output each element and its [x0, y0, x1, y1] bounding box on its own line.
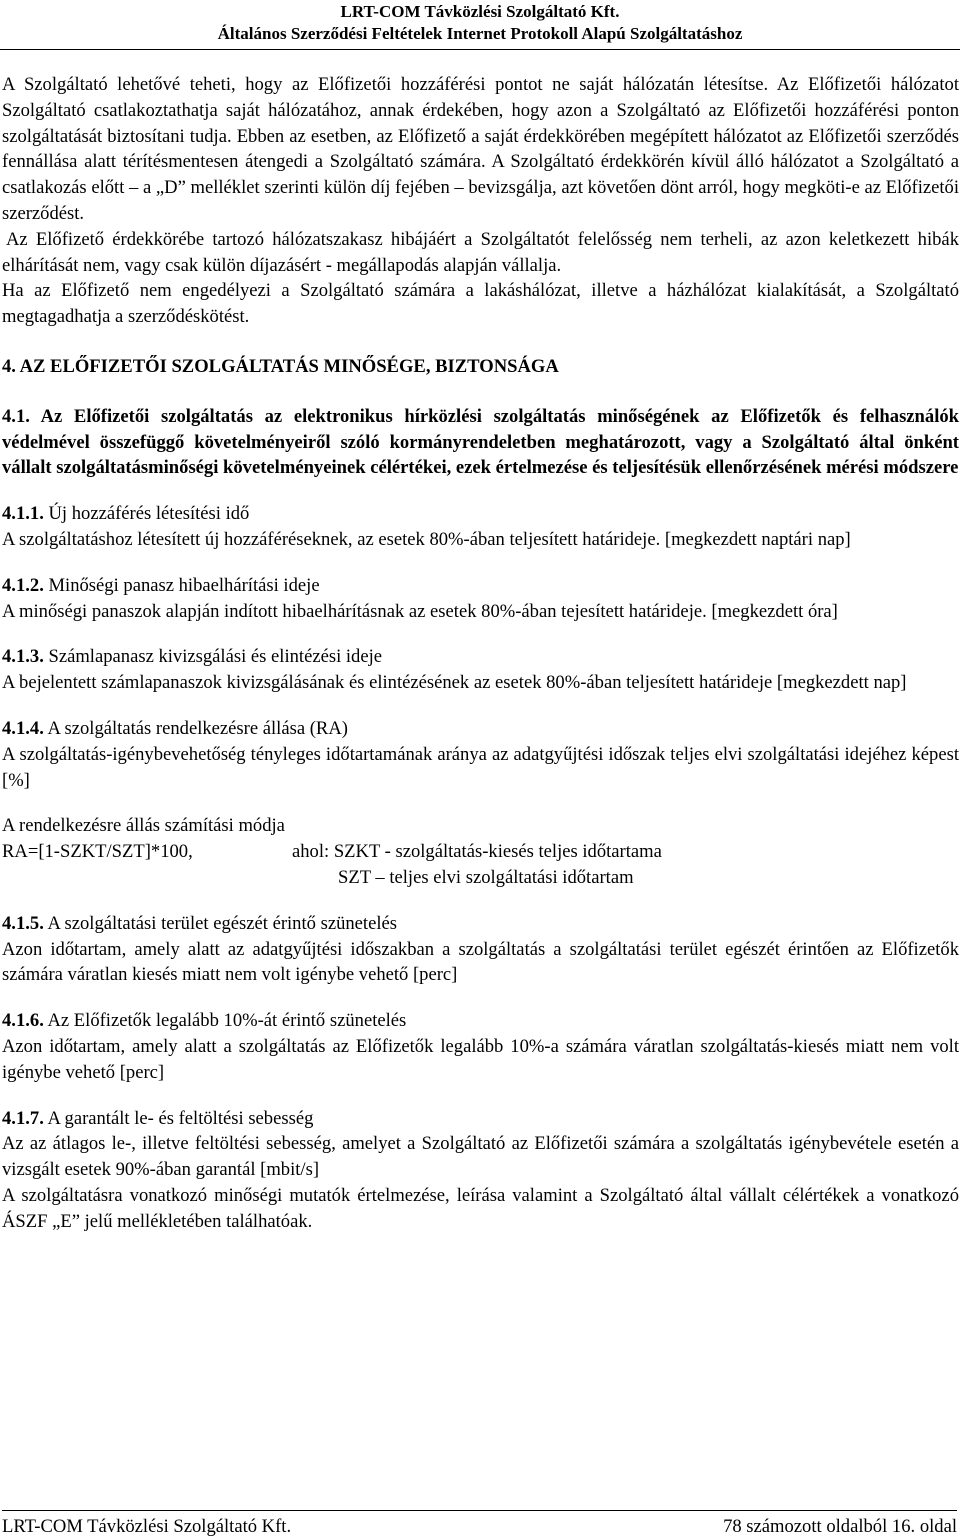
closing-paragraph: A szolgáltatásra vonatkozó minőségi mutatók értelmezése, leírása valamint a Szolgáltató által vállalt célértékek a vonatkozó ÁSZF „E” jelű mellékletében találhatóak.	[2, 1184, 959, 1232]
item-body: Azon időtartam, amely alatt az adatgyűjtési időszakban a szolgáltatás a szolgáltatási terület egészét érintően az Előfizetők számára váratlan kiesés miatt nem volt igénybe vehető [perc]	[2, 938, 959, 986]
item-4-1-7	[2, 1106, 959, 1183]
formula-definition-szkt: ahol: SZKT - szolgáltatás-kiesés teljes időtartama	[292, 841, 662, 863]
item-number: 4.1.1.	[2, 503, 44, 525]
item-title: A garantált le- és feltöltési sebesség	[47, 1107, 314, 1129]
item-body: A szolgáltatás-igénybevehetőség tényleges időtartamának aránya az adatgyűjtési időszak teljes elvi szolgáltatási idejéhez képest [%]	[2, 743, 959, 791]
header-company: LRT-COM Távközlési Szolgáltató Kft.	[340, 2, 620, 21]
item-4-1-5	[2, 911, 959, 988]
section-number: 4.1.	[2, 405, 30, 427]
item-number: 4.1.2.	[2, 574, 44, 596]
item-number: 4.1.3.	[2, 646, 44, 668]
item-body: A bejelentett számlapanaszok kivizsgálásának és elintézésének az esetek 80%-ában teljesített határideje [megkezdett nap]	[2, 672, 907, 694]
item-title: Számlapanasz kivizsgálási és elintézési ideje	[48, 646, 383, 668]
document-body	[2, 72, 959, 1234]
section-title: 4. AZ ELŐFIZETŐI SZOLGÁLTATÁS MINŐSÉGE, BIZTONSÁGA	[2, 355, 559, 377]
item-number: 4.1.6.	[2, 1010, 44, 1032]
formula-definition-szt: SZT – teljes elvi szolgáltatási időtartam	[338, 866, 634, 888]
item-4-1-3	[2, 644, 959, 696]
availability-formula	[2, 813, 959, 890]
item-4-1-2	[2, 573, 959, 625]
item-4-1-6	[2, 1008, 959, 1085]
formula-heading: A rendelkezésre állás számítási módja	[2, 815, 285, 837]
paragraph-refusal: Ha az Előfizető nem engedélyezi a Szolgáltató számára a lakáshálózat, illetve a házhálózat kialakítását, a Szolgáltató megtagadhatja a szerződéskötést.	[2, 280, 959, 328]
item-title: A szolgáltatás rendelkezésre állása (RA)	[47, 717, 348, 739]
item-body: A szolgáltatáshoz létesített új hozzáféréseknek, az esetek 80%-ában teljesített határideje. [megkezdett naptári nap]	[2, 528, 851, 550]
formula-expression: RA=[1-SZKT/SZT]*100,	[2, 841, 193, 863]
header-document-title: Általános Szerződési Feltételek Internet Protokoll Alapú Szolgáltatáshoz	[217, 24, 743, 43]
item-body: Azon időtartam, amely alatt a szolgáltatás az Előfizetők legalább 10%-a számára váratlan szolgáltatás-kiesés miatt nem volt igénybe vehető [perc]	[2, 1035, 959, 1083]
item-4-1-4	[2, 716, 959, 793]
section-text: Az Előfizetői szolgáltatás az elektronikus hírközlési szolgáltatás minőségének az Előfizetők és felhasználók védelmével összefüggő követelményeiről szóló kormányrendeletben meghatározott, vagy a Szolgáltató által önként vállalt szolgáltatásminőségi követelményeinek célértékei, ezek értelmezése és teljesítésük ellenőrzésének mérési módszere	[2, 405, 959, 479]
page-header	[0, 0, 960, 45]
page-number: 78 számozott oldalból 16. oldal	[723, 1516, 957, 1537]
item-number: 4.1.5.	[2, 912, 44, 934]
item-title: A szolgáltatási terület egészét érintő szünetelés	[47, 912, 398, 934]
item-title: Új hozzáférés létesítési idő	[48, 503, 250, 525]
section-4-1	[2, 404, 959, 481]
item-4-1-1	[2, 501, 959, 553]
header-divider	[0, 49, 960, 50]
item-number: 4.1.7.	[2, 1107, 44, 1129]
item-title: Az Előfizetők legalább 10%-át érintő szünetelés	[47, 1010, 407, 1032]
item-title: Minőségi panasz hibaelhárítási ideje	[48, 574, 320, 596]
page-footer	[2, 1510, 957, 1538]
item-body: A minőségi panaszok alapján indított hibaelhárításnak az esetek 80%-ában tejesített határideje. [megkezdett óra]	[2, 600, 838, 622]
paragraph-liability: Az Előfizető érdekkörébe tartozó hálózatszakasz hibájáért a Szolgáltatót felelősség nem terheli, az azon keletkezett hibák elhárítását nem, vagy csak külön díjazásért - megállapodás alapján vállalja.	[2, 228, 959, 276]
footer-company: LRT-COM Távközlési Szolgáltató Kft.	[2, 1516, 292, 1537]
paragraph-network: A Szolgáltató lehetővé teheti, hogy az Előfizetői hozzáférési pontot ne saját hálózatán létesítse. Az Előfizetői hálózatot Szolgáltató csatlakoztathatja saját hálózatához, annak érdekében, hogy azon a Szolgáltató az Előfizetői hozzáférési ponton szolgáltatását biztosítani tudja. Ebben az esetben, az Előfizető a saját érdekkörében megépített hálózatot az Előfizetői szerződés fennállása alatt térítésmentesen átengedi a Szolgáltató számára. A Szolgáltató érdekkörén kívül álló hálózatot a Szolgáltató a csatlakozás előtt – a „D” melléklet szerinti külön díj fejében – bevizsgálja, azt követően dönt arról, hogy megköti-e az Előfizetői szerződést.	[2, 74, 959, 224]
item-body: Az az átlagos le-, illetve feltöltési sebesség, amelyet a Szolgáltató az Előfizetői számára a szolgáltatás igénybevétele esetén a vizsgált esetek 90%-ában garantál [mbit/s]	[2, 1133, 959, 1181]
item-number: 4.1.4.	[2, 717, 44, 739]
